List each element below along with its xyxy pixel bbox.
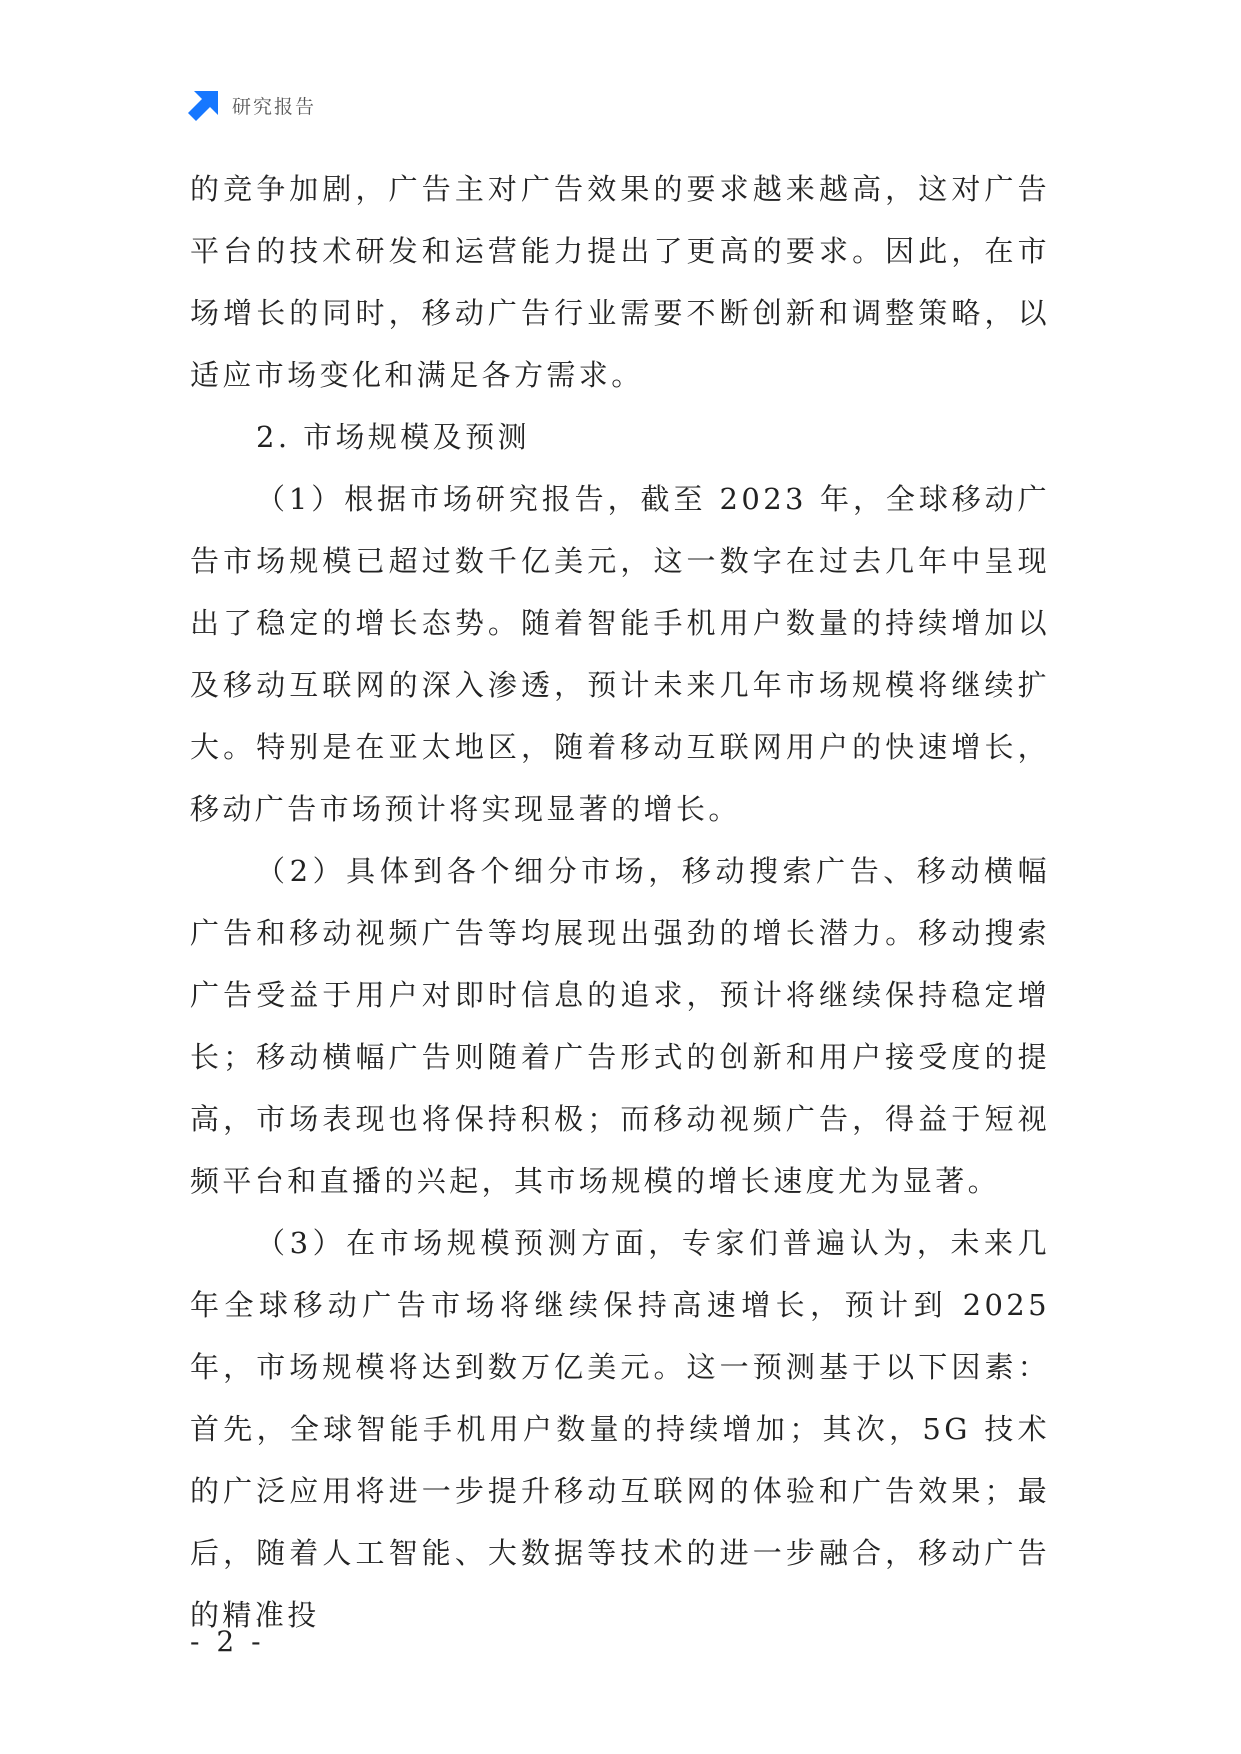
page-number: - 2 - [190, 1625, 265, 1658]
section-heading: 2. 市场规模及预测 [256, 420, 530, 454]
header-title: 研究报告 [232, 95, 317, 118]
document-body [190, 158, 1050, 1646]
paragraph-1: （1）根据市场研究报告，截至 2023 年，全球移动广告市场规模已超过数千亿美元，这一数字在过去几年中呈现出了稳定的增长态势。随着智能手机用户数量的持续增加以及移动互联网的深入渗透，预计未来几年市场规模将继续扩大。特别是在亚太地区，随着移动互联网用户的快速增长，移动广告市场预计将实现显著的增长。 [190, 482, 1050, 826]
paragraph-3: （3）在市场规模预测方面，专家们普遍认为，未来几年全球移动广告市场将继续保持高速增长，预计到 2025 年，市场规模将达到数万亿美元。这一预测基于以下因素：首先，全球智能手机用户数量的持续增加；其次，5G 技术的广泛应用将进一步提升移动互联网的体验和广告效果；最后，随着人工智能、大数据等技术的进一步融合，移动广告的精准投 [190, 1226, 1050, 1632]
paragraph-continuation: 的竞争加剧，广告主对广告效果的要求越来越高，这对广告平台的技术研发和运营能力提出了更高的要求。因此，在市场增长的同时，移动广告行业需要不断创新和调整策略，以适应市场变化和满足各方需求。 [190, 172, 1050, 392]
page-header [188, 88, 316, 122]
paragraph-2: （2）具体到各个细分市场，移动搜索广告、移动横幅广告和移动视频广告等均展现出强劲的增长潜力。移动搜索广告受益于用户对即时信息的追求，预计将继续保持稳定增长；移动横幅广告则随着广告形式的创新和用户接受度的提高，市场表现也将保持积极；而移动视频广告，得益于短视频平台和直播的兴起，其市场规模的增长速度尤为显著。 [190, 854, 1050, 1198]
arrow-up-right-icon [188, 89, 220, 121]
